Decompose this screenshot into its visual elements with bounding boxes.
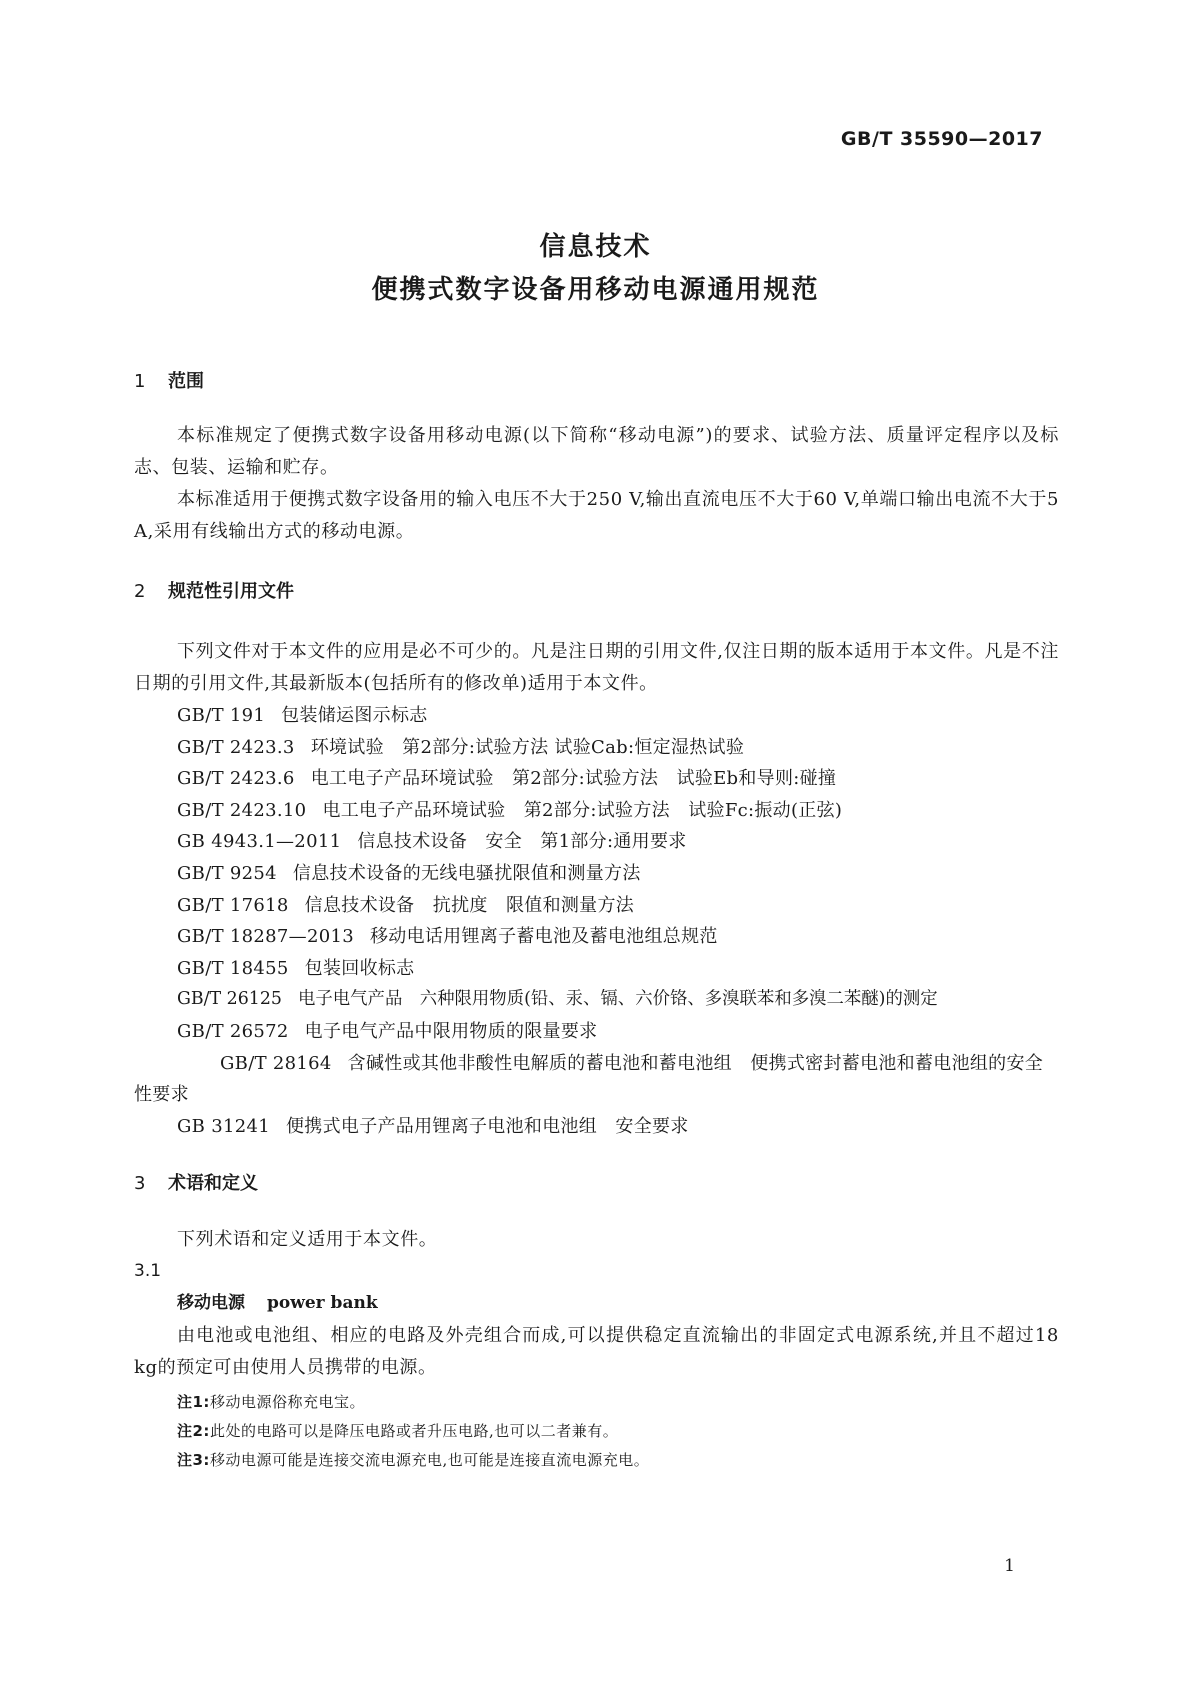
reference-title: 电工电子产品环境试验 第2部分:试验方法 试验Eb和导则:碰撞: [310, 768, 837, 790]
reference-item: [134, 953, 1059, 985]
reference-code: GB/T 2423.6: [177, 768, 295, 790]
terms-intro: 下列术语和定义适用于本文件。: [177, 1229, 438, 1251]
section-number: 3: [134, 1173, 146, 1195]
note-label: 注2:: [177, 1422, 210, 1441]
reference-code: GB 31241: [177, 1115, 270, 1137]
page-number: 1: [1004, 1556, 1015, 1576]
section-number: 2: [134, 581, 146, 602]
reference-title: 移动电话用锂离子蓄电池及蓄电池组总规范: [369, 926, 718, 948]
reference-item: [134, 1111, 1059, 1143]
note-text: 此处的电路可以是降压电路或者升压电路,也可以二者兼有。: [209, 1422, 619, 1441]
note-label: 注1:: [177, 1393, 210, 1412]
term-chinese: 移动电源: [177, 1293, 245, 1314]
reference-title: 电子电气产品中限用物质的限量要求: [304, 1020, 598, 1042]
scope-paragraph-1: 本标准规定了便携式数字设备用移动电源(以下简称“移动电源”)的要求、试验方法、质量评定程序以及标志、包装、运输和贮存。: [134, 425, 1059, 478]
term-entry: [134, 1287, 1059, 1320]
section-title: 范围: [168, 371, 204, 392]
reference-title: 包装储运图示标志: [281, 705, 428, 726]
reference-item: [134, 795, 1059, 827]
reference-item: [134, 1016, 1059, 1048]
reference-title: 电工电子产品环境试验 第2部分:试验方法 试验Fc:振动(正弦): [322, 799, 843, 821]
title-line-1: 信息技术: [539, 232, 652, 262]
scope-paragraph-2: 本标准适用于便携式数字设备用的输入电压不大于250 V,输出直流电压不大于60 V,单端口输出电流不大于5 A,采用有线输出方式的移动电源。: [134, 489, 1059, 542]
reference-title: 信息技术设备 抗扰度 限值和测量方法: [304, 894, 635, 916]
reference-code: GB/T 2423.3: [177, 736, 295, 758]
term-definition: 由电池或电池组、相应的电路及外壳组合而成,可以提供稳定直流输出的非固定式电源系统,并且不超过18 kg的预定可由使用人员携带的电源。: [134, 1325, 1059, 1379]
reference-title: 环境试验 第2部分:试验方法 试验Cab:恒定湿热试验: [310, 736, 745, 758]
reference-item: [134, 732, 1059, 764]
reference-code: GB/T 18287—2013: [177, 926, 354, 948]
term-note: [134, 1446, 1059, 1475]
section-title: 术语和定义: [168, 1173, 258, 1195]
note-label: 注3:: [177, 1451, 210, 1470]
reference-item: [134, 826, 1059, 858]
section-3-heading: [134, 1172, 1059, 1196]
section-number: 1: [134, 371, 146, 392]
document-title: [0, 226, 1191, 312]
reference-title: 含碱性或其他非酸性电解质的蓄电池和蓄电池组 便携式密封蓄电池和蓄电池组的安全性要求: [134, 1052, 1044, 1106]
reference-code: GB/T 17618: [177, 894, 289, 916]
reference-code: GB/T 191: [177, 705, 266, 726]
reference-list: [134, 700, 1059, 1142]
reference-title: 信息技术设备的无线电骚扰限值和测量方法: [292, 862, 641, 884]
reference-item: [134, 921, 1059, 953]
reference-title: 电子电气产品 六种限用物质(铅、汞、镉、六价铬、多溴联苯和多溴二苯醚)的测定: [297, 989, 938, 1010]
term-note: [134, 1417, 1059, 1446]
reference-code: GB/T 9254: [177, 862, 277, 884]
title-line-2: 便携式数字设备用移动电源通用规范: [371, 275, 820, 305]
reference-code: GB 4943.1—2011: [177, 831, 342, 853]
reference-code: GB/T 26572: [177, 1020, 289, 1042]
reference-code: GB/T 18455: [177, 957, 289, 979]
note-text: 移动电源俗称充电宝。: [209, 1393, 365, 1412]
note-text: 移动电源可能是连接交流电源充电,也可能是连接直流电源充电。: [209, 1451, 650, 1470]
reference-item: [134, 700, 1059, 732]
section-title: 规范性引用文件: [168, 581, 294, 602]
reference-item: [134, 984, 1059, 1016]
section-2-heading: [134, 580, 1059, 604]
reference-item: [134, 858, 1059, 890]
reference-title: 便携式电子产品用锂离子电池和电池组 安全要求: [286, 1115, 689, 1137]
reference-code: GB/T 28164: [220, 1052, 332, 1074]
references-intro: 下列文件对于本文件的应用是必不可少的。凡是注日期的引用文件,仅注日期的版本适用于本文件。凡是不注日期的引用文件,其最新版本(包括所有的修改单)适用于本文件。: [134, 641, 1059, 694]
reference-item: [134, 1048, 1059, 1111]
reference-item: [134, 763, 1059, 795]
reference-title: 信息技术设备 安全 第1部分:通用要求: [357, 831, 687, 853]
reference-code: GB/T 26125: [177, 989, 282, 1010]
term-english: power bank: [267, 1293, 378, 1314]
reference-title: 包装回收标志: [304, 957, 415, 979]
term-note: [134, 1388, 1059, 1417]
document-body: [134, 370, 1059, 1475]
term-number: 3.1: [134, 1261, 162, 1282]
section-1-heading: [134, 370, 1059, 394]
standard-code: GB/T 35590—2017: [840, 128, 1043, 150]
reference-code: GB/T 2423.10: [177, 799, 307, 821]
reference-item: [134, 890, 1059, 922]
